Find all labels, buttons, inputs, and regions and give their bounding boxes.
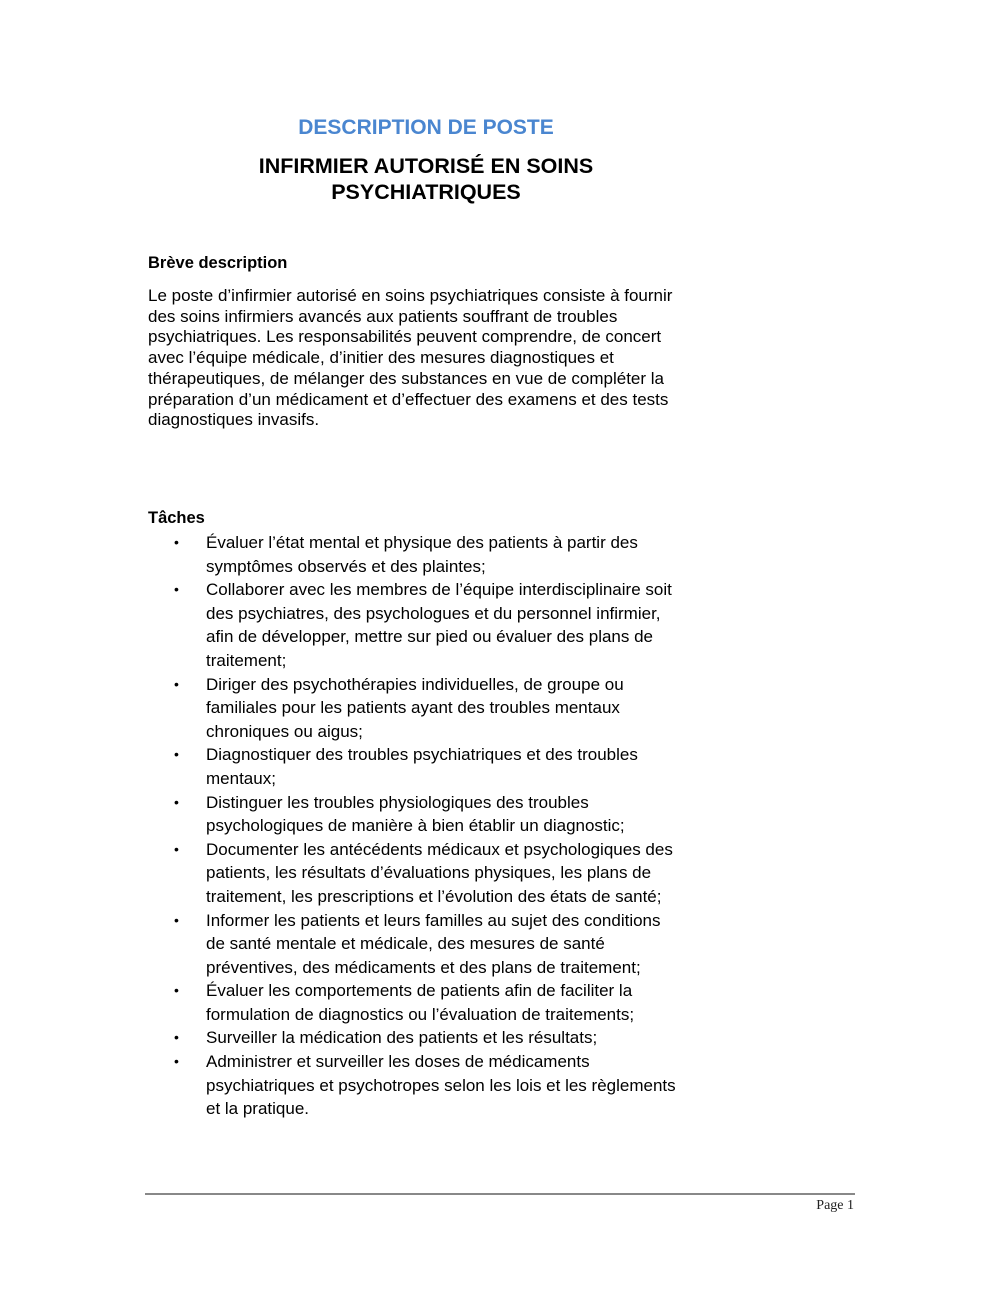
task-line: Diriger des psychothérapies individuelles, de groupe ou [206, 674, 624, 694]
task-item [148, 1026, 728, 1050]
summary-line: Le poste d’infirmier autorisé en soins psychiatriques consiste à fournir [148, 286, 673, 305]
task-item [148, 743, 728, 790]
task-item [148, 1050, 728, 1121]
page-number: Page 1 [816, 1198, 854, 1213]
bullet-icon: • [174, 840, 179, 857]
task-line: traitement, les prescriptions et l’évolution des états de santé; [206, 886, 662, 906]
bullet-icon: • [174, 793, 179, 810]
task-line: symptômes observés et des plaintes; [206, 556, 486, 576]
task-line: Collaborer avec les membres de l’équipe interdisciplinaire soit [206, 580, 672, 600]
summary-line: diagnostiques invasifs. [148, 410, 320, 430]
task-line: familiales pour les patients ayant des troubles mentaux [206, 698, 620, 718]
tasks-heading: Tâches [148, 509, 205, 527]
task-line: et la pratique. [206, 1099, 310, 1119]
task-line: mentaux; [206, 768, 276, 788]
task-line: de santé mentale et médicale, des mesures de santé [206, 934, 605, 954]
task-line: préventives, des médicaments et des plans de traitement; [206, 957, 641, 977]
task-line: Surveiller la médication des patients et les résultats; [206, 1028, 598, 1048]
summary-line: psychiatriques. Les responsabilités peuvent comprendre, de concert [148, 327, 662, 347]
task-line: Documenter les antécédents médicaux et psychologiques des [206, 839, 673, 859]
task-line: Évaluer les comportements de patients afin de faciliter la [206, 981, 633, 1001]
task-line: patients, les résultats d’évaluations physiques, les plans de [206, 863, 652, 883]
task-item [148, 578, 728, 672]
bullet-icon: • [174, 746, 179, 763]
document-title [0, 153, 852, 205]
task-item [148, 673, 728, 744]
task-line: Diagnostiquer des troubles psychiatriques et des troubles [206, 745, 638, 765]
bullet-icon: • [174, 1029, 179, 1046]
summary-line: thérapeutiques, de mélanger des substances en vue de compléter la [148, 368, 664, 388]
task-line: traitement; [206, 650, 287, 670]
task-item [148, 838, 728, 909]
task-item [148, 979, 728, 1026]
task-line: des psychiatres, des psychologues et du personnel infirmier, [206, 603, 661, 623]
summary-paragraph [148, 286, 728, 431]
task-line: formulation de diagnostics ou l’évaluation de traitements; [206, 1004, 635, 1024]
task-item [148, 909, 728, 980]
bullet-icon: • [174, 911, 179, 928]
bullet-icon: • [174, 534, 179, 550]
task-line: Administrer et surveiller les doses de médicaments [206, 1052, 590, 1072]
task-line: chroniques ou aigus; [206, 721, 363, 741]
bullet-icon: • [174, 982, 179, 999]
document-kicker: DESCRIPTION DE POSTE [298, 116, 554, 139]
task-line: psychiatriques et psychotropes selon les lois et les règlements [206, 1075, 676, 1095]
summary-heading: Brève description [148, 254, 288, 272]
bullet-icon: • [174, 581, 179, 598]
summary-line: des soins infirmiers avancés aux patients souffrant de troubles [148, 306, 618, 326]
task-line: Évaluer l’état mental et physique des patients à partir des [206, 533, 638, 552]
task-line: Distinguer les troubles physiologiques des troubles [206, 792, 589, 812]
summary-line: préparation d’un médicament et d’effectuer des examens et des tests [148, 389, 669, 409]
task-line: afin de développer, mettre sur pied ou évaluer des plans de [206, 627, 654, 647]
summary-line: avec l’équipe médicale, d’initier des mesures diagnostiques et [148, 348, 614, 368]
tasks-list [148, 531, 728, 1121]
bullet-icon: • [174, 1053, 179, 1070]
title-line-2: PSYCHIATRIQUES [331, 180, 521, 204]
task-line: psychologiques de manière à bien établir un diagnostic; [206, 816, 625, 836]
task-item [148, 791, 728, 838]
task-line: Informer les patients et leurs familles au sujet des conditions [206, 910, 661, 930]
footer-divider [145, 1193, 855, 1195]
bullet-icon: • [174, 675, 179, 692]
task-item [148, 531, 728, 578]
title-line-1: INFIRMIER AUTORISÉ EN SOINS [258, 154, 594, 178]
